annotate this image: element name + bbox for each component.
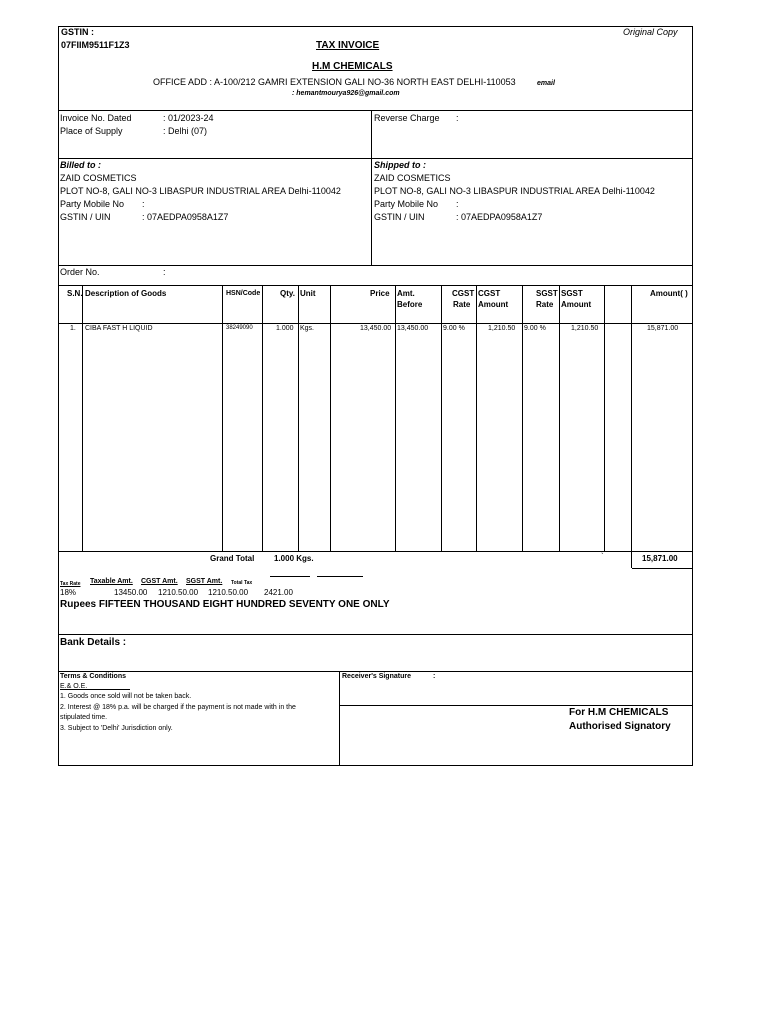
reverse-charge-value: : bbox=[456, 113, 459, 123]
billed-gstin-label: GSTIN / UIN bbox=[60, 212, 111, 222]
backtick: ` bbox=[601, 552, 604, 561]
divider bbox=[58, 671, 693, 672]
divider bbox=[58, 551, 693, 552]
col-amt-before-2: Before bbox=[397, 300, 423, 309]
cgst-header: CGST Amt. bbox=[141, 578, 178, 585]
shipped-address: PLOT NO-8, GALI NO-3 LIBASPUR INDUSTRIAL AREA Delhi-110042 bbox=[374, 186, 655, 196]
row-description: CIBA FAST H LIQUID bbox=[85, 325, 153, 332]
divider bbox=[58, 323, 693, 324]
col-qty: Qty. bbox=[280, 289, 295, 298]
table-column-line bbox=[604, 285, 605, 551]
email-label: email bbox=[537, 80, 555, 87]
row-cgst-rate: 9.00 % bbox=[443, 325, 465, 332]
row-amount: 15,871.00 bbox=[647, 325, 679, 332]
col-cgst-amt-1: CGST bbox=[478, 289, 501, 298]
divider bbox=[58, 110, 693, 111]
billed-address: PLOT NO-8, GALI NO-3 LIBASPUR INDUSTRIAL AREA Delhi-110042 bbox=[60, 186, 341, 196]
order-no-value: : bbox=[163, 267, 166, 277]
invoice-no-label: Invoice No. Dated bbox=[60, 113, 132, 123]
for-company: For H.M CHEMICALS bbox=[569, 707, 669, 718]
table-column-line bbox=[559, 285, 560, 551]
divider bbox=[60, 689, 130, 690]
table-column-line bbox=[222, 285, 223, 551]
divider bbox=[58, 634, 693, 635]
row-sgst-rate: 9.00 % bbox=[524, 325, 546, 332]
amount-in-words: Rupees FIFTEEN THOUSAND EIGHT HUNDRED SEVENTY ONE ONLY bbox=[60, 599, 390, 610]
table-column-line bbox=[395, 285, 396, 551]
col-hsn: HSN/Code bbox=[226, 290, 261, 297]
receiver-signature-label: Receiver's Signature bbox=[342, 673, 411, 680]
col-amount: Amount( ) bbox=[650, 289, 688, 298]
row-price: 13,450.00 bbox=[360, 325, 392, 332]
col-cgst-amt-2: Amount bbox=[478, 300, 509, 309]
billed-gstin-value: : 07AEDPA0958A1Z7 bbox=[142, 212, 229, 222]
shipped-mobile-label: Party Mobile No bbox=[374, 199, 439, 209]
grand-total-amount: 15,871.00 bbox=[642, 554, 678, 563]
total-tax-value: 2421.00 bbox=[264, 588, 293, 597]
invoice-no-value: : 01/2023-24 bbox=[163, 113, 214, 123]
divider bbox=[632, 568, 693, 569]
row-sgst-amt: 1,210.50 bbox=[571, 325, 599, 332]
row-amt-before: 13,450.00 bbox=[397, 325, 429, 332]
billed-name: ZAID COSMETICS bbox=[60, 173, 137, 183]
grand-total-label: Grand Total bbox=[210, 554, 255, 563]
email-value: : hemantmourya926@gmail.com bbox=[292, 90, 400, 97]
col-sn: S.N. bbox=[67, 289, 83, 298]
table-column-line bbox=[262, 285, 263, 551]
tax-rate-value: 18% bbox=[60, 588, 77, 597]
table-column-line bbox=[476, 285, 477, 551]
gstin-label: GSTIN : bbox=[61, 27, 94, 37]
cgst-value: 1210.50.00 bbox=[158, 588, 199, 597]
col-sgst-amt-2: Amount bbox=[561, 300, 592, 309]
table-column-line bbox=[441, 285, 442, 551]
row-hsn: 38249090 bbox=[226, 325, 253, 331]
reverse-charge-label: Reverse Charge bbox=[374, 113, 440, 123]
taxable-header: Taxable Amt. bbox=[90, 578, 133, 585]
billed-mobile-value: : bbox=[142, 199, 145, 209]
divider bbox=[58, 158, 693, 159]
sgst-header: SGST Amt. bbox=[186, 578, 223, 585]
company-name: H.M CHEMICALS bbox=[312, 61, 393, 72]
divider bbox=[58, 285, 693, 286]
shipped-name: ZAID COSMETICS bbox=[374, 173, 451, 183]
authorised-signatory: Authorised Signatory bbox=[569, 721, 671, 732]
receiver-signature-colon: : bbox=[433, 673, 436, 680]
bank-details-label: Bank Details : bbox=[60, 637, 127, 648]
taxable-value: 13450.00 bbox=[114, 588, 148, 597]
row-sn: 1. bbox=[70, 325, 76, 332]
col-sgst-rate-1: SGST bbox=[536, 289, 558, 298]
row-qty: 1.000 bbox=[276, 325, 294, 332]
total-tax-header: Total Tax bbox=[231, 580, 253, 586]
terms-line-2b: stipulated time. bbox=[60, 714, 108, 721]
shipped-heading: Shipped to : bbox=[374, 160, 426, 170]
col-cgst-rate-1: CGST bbox=[452, 289, 475, 298]
col-price: Price bbox=[370, 289, 390, 298]
col-cgst-rate-2: Rate bbox=[453, 300, 471, 309]
terms-line-1: 1. Goods once sold will not be taken back. bbox=[60, 693, 192, 700]
copy-label: Original Copy bbox=[623, 27, 678, 37]
billed-mobile-label: Party Mobile No bbox=[60, 199, 125, 209]
invoice-title: TAX INVOICE bbox=[316, 40, 380, 51]
table-column-line bbox=[298, 285, 299, 551]
terms-line-3: 3. Subject to 'Delhi' Jurisdiction only. bbox=[60, 725, 173, 732]
divider bbox=[371, 110, 372, 265]
terms-line-2a: 2. Interest @ 18% p.a. will be charged if the payment is not made with in the bbox=[60, 704, 296, 711]
col-amt-before-1: Amt. bbox=[397, 289, 415, 298]
col-description: Description of Goods bbox=[85, 289, 167, 298]
divider bbox=[58, 265, 693, 266]
table-column-line bbox=[82, 285, 83, 551]
place-of-supply-label: Place of Supply bbox=[60, 126, 123, 136]
table-column-line bbox=[330, 285, 331, 551]
row-unit: Kgs. bbox=[300, 325, 315, 332]
tax-rate-header: Tax Rate bbox=[60, 581, 81, 587]
place-of-supply-value: : Delhi (07) bbox=[163, 126, 208, 136]
row-cgst-amt: 1,210.50 bbox=[488, 325, 516, 332]
shipped-gstin-label: GSTIN / UIN bbox=[374, 212, 425, 222]
office-address: OFFICE ADD : A-100/212 GAMRI EXTENSION GALI NO-36 NORTH EAST DELHI-110053 bbox=[153, 77, 516, 87]
invoice-frame bbox=[58, 26, 693, 766]
divider bbox=[339, 705, 693, 706]
order-no-label: Order No. bbox=[60, 267, 100, 277]
table-column-line bbox=[522, 285, 523, 551]
sgst-value: 1210.50.00 bbox=[208, 588, 249, 597]
terms-heading: Terms & Conditions bbox=[60, 673, 126, 680]
terms-eoe: E.& O.E. bbox=[60, 683, 88, 690]
shipped-gstin-value: : 07AEDPA0958A1Z7 bbox=[456, 212, 543, 222]
billed-heading: Billed to : bbox=[60, 160, 101, 170]
shipped-mobile-value: : bbox=[456, 199, 459, 209]
gstin-value: 07FIIM9511F1Z3 bbox=[61, 40, 130, 50]
divider bbox=[339, 671, 340, 766]
col-unit: Unit bbox=[300, 289, 316, 298]
grand-total-qty: 1.000 Kgs. bbox=[274, 554, 314, 563]
col-sgst-amt-1: SGST bbox=[561, 289, 583, 298]
col-sgst-rate-2: Rate bbox=[536, 300, 554, 309]
divider bbox=[317, 576, 363, 577]
table-column-line bbox=[631, 285, 632, 568]
divider bbox=[270, 576, 310, 577]
